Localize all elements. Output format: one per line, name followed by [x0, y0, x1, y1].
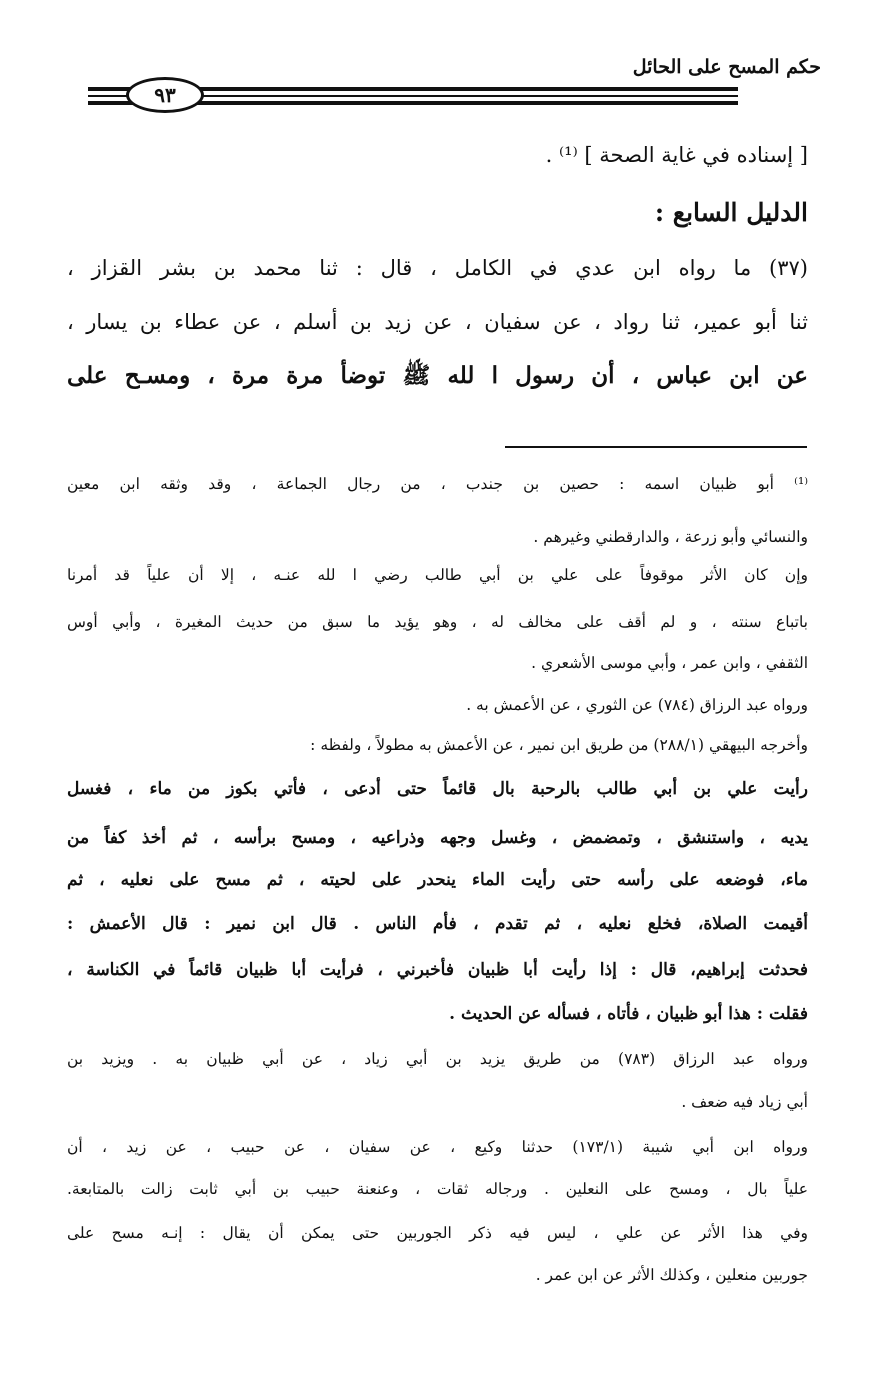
- footnote-line-14: ورواه عبد الرزاق (٧٨٣) من طريق يزيد بن أبي زياد ، عن أبي ظبيان به . ويزيد بن: [67, 1050, 808, 1068]
- main-line-5: عن ابن عباس ، أن رسول ا لله ﷺ توضأ مرة مرة ، ومسـح على: [67, 362, 808, 389]
- footnote-line-4: باتباع سنته ، و لم أقف على مخالف له ، وهو يؤيد ما سبق من حديث المغيرة ، وأبي أوس: [67, 613, 808, 631]
- page-number-badge: ٩٣: [126, 77, 204, 113]
- footnote-line-11: أقيمت الصلاة، فخلع نعليه ، ثم تقدم ، فأم الناس . قال ابن نمير : قال الأعمش :: [67, 914, 808, 934]
- footnote-line-6: ورواه عبد الرزاق (٧٨٤) عن الثوري ، عن الأعمش به .: [466, 696, 808, 714]
- footnote-line-1: ⁽¹⁾ أبو ظبيان اسمه : حصين بن جندب ، من رجال الجماعة ، وقد وثقه ابن معين: [67, 475, 808, 493]
- main-line-1: [ إسناده في غاية الصحة ] ⁽¹⁾ .: [545, 143, 808, 167]
- footnote-line-16: ورواه ابن أبي شيبة (١٧٣/١) حدثنا وكيع ، عن سفيان ، عن حبيب ، عن زيد ، أن: [67, 1138, 808, 1156]
- footnote-line-5: الثقفي ، وابن عمر ، وأبي موسى الأشعري .: [531, 654, 808, 672]
- footnote-line-13: فقلت : هذا أبو ظبيان ، فأتاه ، فسأله عن الحديث .: [449, 1004, 808, 1024]
- footnote-line-19: جوربين منعلين ، وكذلك الأثر عن ابن عمر .: [535, 1266, 808, 1284]
- footnote-line-7: وأخرجه البيهقي (٢٨٨/١) من طريق ابن نمير ، عن الأعمش به مطولاً ، ولفظه :: [310, 736, 808, 754]
- footnote-line-18: وفي هذا الأثر عن علي ، ليس فيه ذكر الجوربين حتى يمكن أن يقال : إنـه مسح على: [67, 1224, 808, 1242]
- footnote-line-10: ماء، فوضعه على رأسه حتى رأيت الماء ينحدر على لحيته ، ثم مسح على نعليه ، ثم: [67, 870, 808, 890]
- running-title: حكم المسح على الحائل: [632, 56, 821, 78]
- footnote-divider: [505, 446, 807, 448]
- footnote-line-9: يديه ، واستنشق ، وتمضمض ، وغسل وجهه وذراعيه ، ومسح برأسه ، ثم أخذ كفاً من: [67, 828, 808, 848]
- footnote-line-8: رأيت علي بن أبي طالب بالرحبة بال قائماً حتى أدعى ، فأتي بكوز من ماء ، فغسل: [67, 779, 808, 799]
- footnote-line-2: والنسائي وأبو زرعة ، والدارقطني وغيرهم .: [533, 528, 808, 546]
- footnote-line-15: أبي زياد فيه ضعف .: [681, 1093, 808, 1111]
- footnote-line-3: وإن كان الأثر موقوفاً على علي بن أبي طالب رضي ا لله عنـه ، إلا أن علياً قد أمرنا: [67, 566, 808, 584]
- main-line-4: ثنا أبو عمير، ثنا رواد ، عن سفيان ، عن زيد بن أسلم ، عن عطاء بن يسار ،: [67, 310, 808, 334]
- section-heading: الدليل السابع :: [654, 198, 808, 227]
- footnote-line-17: علياً بال ، ومسح على النعلين . ورجاله ثقات ، وعنعنة حبيب بن أبي ثابت زالت بالمتابعة.: [67, 1180, 808, 1198]
- footnote-line-12: فحدثت إبراهيم، قال : إذا رأيت أبا ظبيان فأخبرني ، فرأيت أبا ظبيان قائماً في الكناسة ،: [67, 960, 808, 980]
- main-line-3: (٣٧) ما رواه ابن عدي في الكامل ، قال : ثنا محمد بن بشر القزاز ،: [67, 256, 808, 280]
